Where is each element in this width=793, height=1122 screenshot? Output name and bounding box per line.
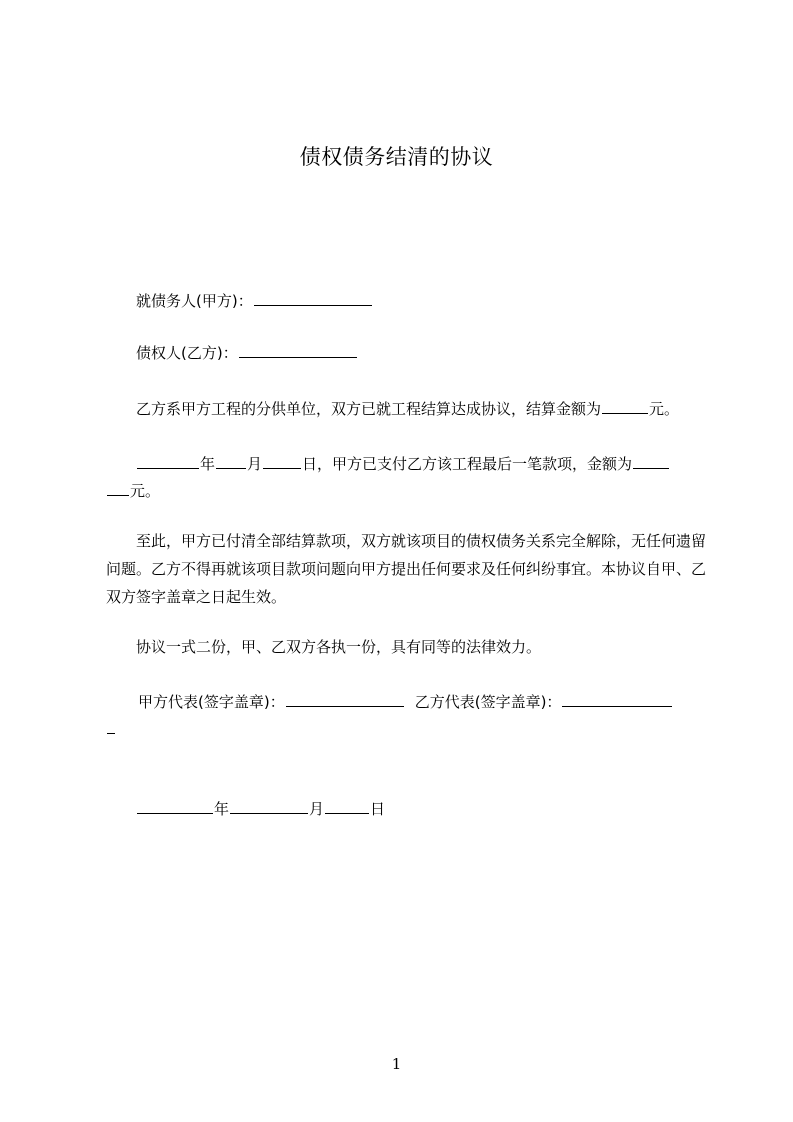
payment-year-blank	[137, 454, 199, 469]
page-number: 1	[391, 1055, 402, 1073]
date-day-label: 日	[370, 800, 386, 818]
date-year-label: 年	[214, 800, 230, 818]
payment-day-blank	[263, 454, 301, 469]
signature-line-wrap	[106, 715, 706, 743]
signature-line	[138, 688, 738, 716]
debtor-label: 就债务人(甲方)：	[136, 292, 253, 310]
creditor-label: 债权人(乙方)：	[136, 344, 238, 362]
party-b-signature-blank-wrap	[107, 719, 115, 734]
party-b-signature-blank	[562, 692, 672, 707]
payment-year-label: 年	[200, 455, 216, 473]
date-month-label: 月	[309, 800, 325, 818]
party-a-signature-blank	[286, 692, 404, 707]
payment-amount-blank-2	[107, 481, 129, 496]
debtor-line	[136, 287, 736, 315]
paragraph-payment-line2	[106, 477, 706, 505]
settlement-text: 乙方系甲方工程的分供单位，双方已就工程结算达成协议，结算金额为	[136, 400, 602, 418]
creditor-line	[136, 339, 736, 367]
payment-unit: 元。	[130, 482, 161, 500]
paragraph-payment-line1	[136, 450, 736, 478]
payment-month-label: 月	[247, 455, 263, 473]
document-title: 债权债务结清的协议	[299, 145, 494, 169]
paragraph-settlement	[136, 395, 736, 423]
creditor-blank	[239, 343, 357, 358]
paragraph-copies: 协议一式二份，甲、乙双方各执一份，具有同等的法律效力。	[136, 638, 542, 656]
party-b-signature-label: 乙方代表(签字盖章)：	[414, 693, 562, 711]
settlement-unit: 元。	[649, 400, 680, 418]
payment-month-blank	[216, 454, 246, 469]
paragraph-release: 至此，甲方已付清全部结算款项，双方就该项目的债权债务关系完全解除，无任何遗留问题。乙方不得再就该项目款项问题向甲方提出任何要求及任何纠纷事宜。本协议自甲、乙双方签字盖章之日起生效。	[106, 532, 707, 606]
settlement-amount-blank	[602, 399, 648, 414]
date-day-blank	[325, 799, 369, 814]
date-line	[136, 795, 736, 823]
payment-text: 日，甲方已支付乙方该工程最后一笔款项，金额为	[302, 455, 633, 473]
date-year-blank	[137, 799, 213, 814]
date-month-blank	[230, 799, 308, 814]
party-a-signature-label: 甲方代表(签字盖章)：	[138, 693, 285, 711]
debtor-blank	[254, 291, 372, 306]
payment-amount-blank-1	[633, 454, 669, 469]
